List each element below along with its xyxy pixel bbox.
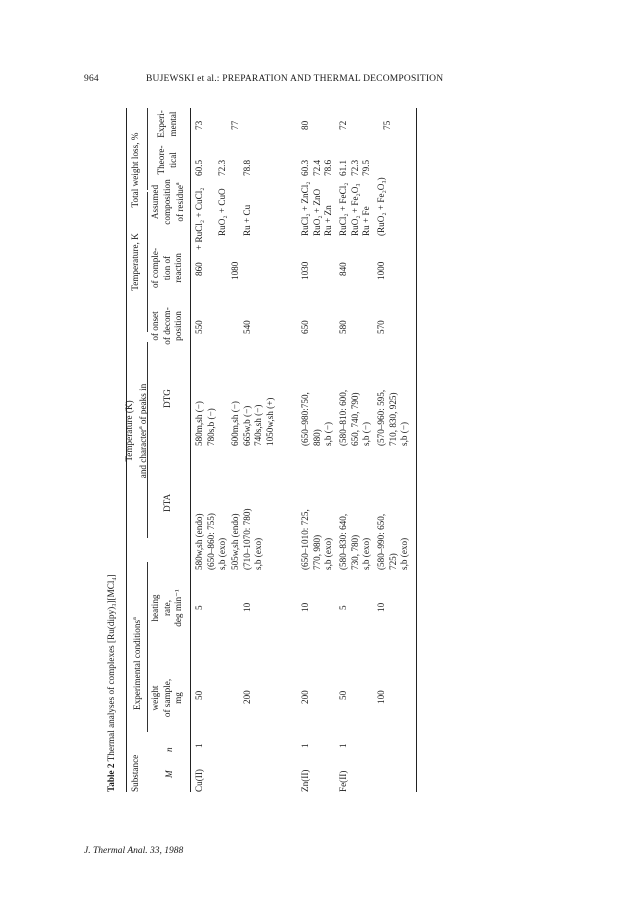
table-cell-dta: 580w,sh (endo) (650–860: 755) s,b (exo) xyxy=(194,513,228,570)
journal-footer: J. Thermal Anal. 33, 1988 xyxy=(84,846,184,856)
header-dta: DTA xyxy=(162,493,172,512)
table-cell-dtg: (580–810: 600, 650, 740, 790) s,b (−) xyxy=(338,389,372,446)
table-cell-n: 1 xyxy=(194,743,204,748)
table-cell-dtg: (650–980:750, 880) s,b (−) xyxy=(300,392,334,446)
table-cell-dta: 505w,sh (endo) (710–1070: 780) s,b (exo) xyxy=(230,508,264,570)
table-cell-onset: 570 xyxy=(376,320,386,334)
rotated-table xyxy=(104,108,580,792)
header-weight-loss: Total weight loss, % xyxy=(130,132,140,208)
header-m: M xyxy=(164,770,174,778)
table-cell-theoretical: 60.3 72.4 78.6 xyxy=(300,159,334,176)
table-caption xyxy=(106,574,118,792)
table-cell-completion: 860 xyxy=(194,262,204,276)
table-cell-weight: 50 xyxy=(194,690,204,700)
table-cell-completion: 1030 xyxy=(300,261,310,280)
header-dtg: DTG xyxy=(162,389,172,408)
table-cell-rate: 10 xyxy=(376,602,386,612)
table-cell-m: Zn(II) xyxy=(300,769,310,792)
table-header-rule xyxy=(190,108,191,792)
table-cell-rate: 5 xyxy=(338,605,348,610)
table-cell-weight: 100 xyxy=(376,690,386,704)
table-cell-onset: 650 xyxy=(300,320,310,334)
table-title: Thermal analyses of complexes [Ru(dipy)₃][MCl₄] xyxy=(106,574,116,762)
table-cell-theoretical: 60.5 72.3 xyxy=(194,159,227,176)
header-theoretical: Theore- tical xyxy=(156,145,178,175)
table-cell-residue: + RuCl₂ + CuCl₂ RuO₂ + CuO xyxy=(194,187,227,250)
table-cell-n: 1 xyxy=(338,743,348,748)
header-weight: weight of sample, mg xyxy=(150,678,184,718)
table-cell-dta: (580–830: 640, 730, 780) s,b (exo) xyxy=(338,513,372,570)
table-cell-dtg: 600m,sh (−) 665w,b (−) 740s,sh (−) 1050w,sh (+) xyxy=(230,397,275,446)
table-cell-onset: 580 xyxy=(338,320,348,334)
table-bottom-rule xyxy=(416,108,417,792)
table-cell-rate: 5 xyxy=(194,605,204,610)
table-cell-dtg: (570–960: 595, 710, 830, 925) s,b (−) xyxy=(376,389,410,446)
table-cell-onset: 550 xyxy=(194,320,204,334)
table-cell-completion: 1000 xyxy=(376,261,386,280)
temp-subrule xyxy=(147,342,148,538)
table-cell-residue: (RuO₂ + Fe₂O₃) xyxy=(376,177,386,236)
table-cell-completion: 840 xyxy=(338,262,348,276)
header-heating: heating rate, deg min⁻¹ xyxy=(150,589,184,627)
table-cell-onset: 540 xyxy=(242,320,252,334)
table-cell-completion: 1080 xyxy=(230,261,240,280)
page-number: 964 xyxy=(84,74,99,84)
table-cell-dta: (650–1010: 725, 770, 980) s,b (exo) xyxy=(300,509,334,570)
table-cell-experimental: 72 xyxy=(338,120,348,130)
running-head: BUJEWSKI et al.: PREPARATION AND THERMAL DECOMPOSITION xyxy=(146,74,444,84)
table-cell-weight: 50 xyxy=(338,690,348,700)
tk-subrule xyxy=(147,192,148,332)
table-cell-experimental: 80 xyxy=(300,120,310,130)
table-cell-weight: 200 xyxy=(300,690,310,704)
table-label: Table 2 xyxy=(106,763,116,792)
header-assumed: Assumed composition of residue$^a$ xyxy=(150,179,186,225)
table-cell-experimental: 75 xyxy=(382,120,392,130)
table-cell-theoretical: 61.1 72.3 79.5 xyxy=(338,159,372,176)
header-onset: of onset of decom- position xyxy=(150,307,184,345)
wl-subrule xyxy=(147,108,148,190)
table-cell-m: Fe(II) xyxy=(338,770,348,792)
table-cell-residue: RuCl₂ + FeCl₂ RuO₂ + Fe₂O₃ Ru + Fe xyxy=(338,182,372,236)
header-temp-peaks: Temperature (K) and character$^a$ of peaks in xyxy=(124,383,148,479)
table-cell-theoretical: 78.8 xyxy=(242,159,252,176)
table-cell-residue: Ru + Cu xyxy=(242,204,252,236)
table-cell-dta: (580–990: 650, 725) s,b (exo) xyxy=(376,513,410,570)
table-cell-weight: 200 xyxy=(242,690,252,704)
table-cell-n: 1 xyxy=(300,743,310,748)
table-cell-residue: RuCl₂ + ZnCl₂ RuO₂ + ZnO Ru + Zn xyxy=(300,181,334,236)
table-cell-dtg: 580m,sh (−) 780s,b (−) xyxy=(194,401,216,446)
header-n: n xyxy=(164,747,174,752)
table-cell-rate: 10 xyxy=(242,602,252,612)
header-completion: of comple- tion of reaction xyxy=(150,247,184,289)
table-cell-experimental: 77 xyxy=(230,120,240,130)
header-exp-conditions: Experimental conditions$^a$ xyxy=(132,617,143,710)
table-cell-experimental: 73 xyxy=(194,120,204,130)
exp-subrule xyxy=(147,562,148,732)
table-cell-rate: 10 xyxy=(300,602,310,612)
header-substance: Substance xyxy=(130,754,140,792)
header-experimental: Experi- mental xyxy=(156,110,178,138)
header-temp-k: Temperature, K xyxy=(130,233,140,291)
table-cell-m: Cu(II) xyxy=(194,769,204,792)
